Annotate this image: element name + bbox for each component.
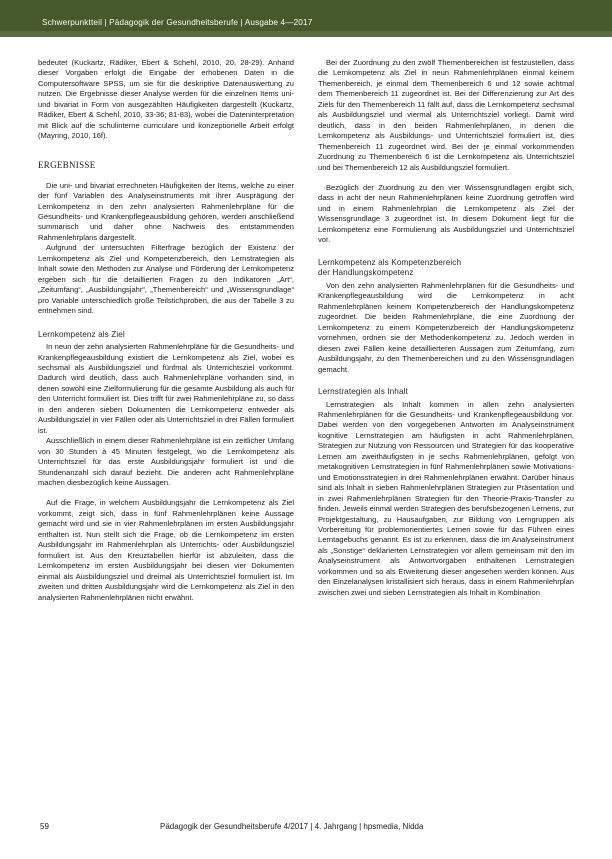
paragraph-continued: bedeutet (Kuckartz, Rädiker, Ebert & Schehl, 2010, 20, 28-29). Anhand dieser Vorgaben erfolgt die Eingabe der erhobenen Daten in die Computersoftware SPSS, um sie für die deskriptive Datenauswertung zu nutzen. Die Ergebnisse dieser Analyse werden für die einzelnen Items uni- und bivariat in Form von ausgezählten Häufigkeiten dargestellt (Kuckartz, Rädiker, Ebert & Schehl, 2010, 33-36; 81-83), wobei die Dateninterpretation mit Blick auf die schulinterne curriculare und konzeptionelle Arbeit erfolgt (Mayring, 2010, 16f).	[38, 58, 294, 141]
paragraph: Von den zehn analysierten Rahmenlehrplänen für die Gesundheits- und Krankenpflegeausbildung wird die Lernkompetenz in acht Rahmenlehrplänen keinem Kompetenzbereich der Handlungskompetenz zugeordnet. Die beiden Rahmenlehrpläne, die eine Zuordnung der Lernkompetenz zu einem Kompetenzbereich der Handlungskompetenz vornehmen, ordnen sie der Methodenkompetenz zu. Jedoch werden in diesen zwei Fällen keine detaillierteren Aussagen zum Zeitumfang, zum Ausbildungsjahr, zu den Themenbereichen und zu den Wissensgrundlagen gemacht.	[318, 280, 574, 374]
page-footer	[0, 822, 612, 842]
subheading-line-1: Lernkompetenz als Kompetenzbereich	[318, 257, 462, 267]
paragraph: In neun der zehn analysierten Rahmenlehrpläne für die Gesundheits- und Krankenpflegeausbildung existiert die Lernkompetenz als Ziel, wobei es sechsmal als Ausbildungsziel und fünfmal als Unterrichtsziel vorkommt. Dadurch wird deutlich, dass auch Rahmenlehrpläne vorhanden sind, in denen sowohl eine Zielformulierung für die gesamte Ausbildung als auch für den Unterricht formuliert ist. Dies trifft für zwei Rahmenlehrpläne zu, so dass in den anderen sieben Dokumenten die Lernkompetenz entweder als Ausbildungsziel in vier Fällen oder als Unterrichtsziel in drei Fällen formuliert ist.	[38, 342, 294, 435]
subheading-line-2: der Handlungskompetenz	[318, 268, 414, 278]
paragraph: Bezüglich der Zuordnung zu den vier Wissensgrundlagen ergibt sich, dass in acht der neun Rahmenlehrplänen keine Zuordnung getroffen wird und in einem Rahmenlehrplan die Lernkompetenz als Ziel der Wissensgrundlage 3 zugeordnet ist. In diesem Dokument liegt für die Lernkompetenz eine Formulierung als Ausbildungsziel und Unterrichtsziel vor.	[318, 182, 574, 245]
paragraph: Auf die Frage, in welchem Ausbildungsjahr die Lernkompetenz als Ziel vorkommt, zeigt sich, dass in fünf Rahmenlehrplänen keine Aussage gemacht wird und sie in vier Rahmenlehrplänen im ersten Ausbildungsjahr enthalten ist. Nun stellt sich die Frage, ob die Lernkompetenz im ersten Ausbildungsjahr im Rahmenlehrplan als Unterrichts- oder Ausbildungsziel formuliert ist. Aus den Kreuztabellen hierfür ist abzuleiten, dass die Lernkompetenz im ersten Ausbildungsjahr bei diesen vier Dokumenten einmal als Ausbildungsziel und dreimal als Unterrichtsziel formuliert ist. Im zweiten und dritten Ausbildungsjahr wird die Lernkompetenz als Ziel in den analysierten Rahmenlehrplänen nicht erwähnt.	[38, 498, 294, 602]
running-head-text: Schwerpunktteil | Pädagogik der Gesundheitsberufe | Ausgabe 4—2017	[42, 18, 313, 27]
left-column	[38, 58, 294, 810]
section-heading-ergebnisse: ergebnisse	[38, 155, 96, 171]
footer-citation: Pädagogik der Gesundheitsberufe 4/2017 | 4. Jahrgang | hpsmedia, Nidda	[160, 822, 424, 831]
right-column	[318, 58, 574, 810]
paragraph: Bei der Zuordnung zu den zwölf Themenbereichen ist festzustellen, dass die Lernkompetenz als Ziel in neun Rahmenlehrplänen einmal keinem Themenbereich, je einmal dem Themenbereich 6 und 12 sowie achtmal dem Themenbereich 11 zugeordnet ist. Bei der Differenzierung zur Art des Ziels für den Themenbereich 11 fällt auf, dass die Lernkompetenz sechsmal als Ausbildungsziel und viermal als Unterrichtsziel vorliegt. Damit wird deutlich, dass in den beiden Rahmenlehrplänen, in denen die Lernkompetenz als Ausbildungs- und Unterrichtsziel formuliert ist, dies Themenbereich 11 zugeordnet wird. Bei der je einmal vorkommenden Zuordnung zu Themenbereich 6 ist die Lernkompetenz als Unterrichtsziel und bei Themenbereich 12 als Ausbildungsziel formuliert.	[318, 58, 574, 172]
subheading-lernstrategien-als-inhalt: Lernstrategien als Inhalt	[318, 386, 408, 396]
paragraph: Lernstrategien als Inhalt kommen in allen zehn analysierten Rahmenlehrplänen für die Gesundheits- und Krankenpflegeausbildung vor. Dabei werden von den vorgegebenen Antworten im Analyseinstrument kognitive Lernstrategien am häufigsten in acht Rahmenlehrplänen, Strategien zur Nutzung von Ressourcen und Strategien für das kooperative Lernen am zweithäufigsten in je sechs Rahmenlehrplänen, gefolgt von metakognitiven Lernstrategien in fünf Rahmenlehrplänen sowie Motivations- und Emotionsstrategien in drei Rahmenlehrplänen erwähnt. Darüber hinaus sind als Inhalt in sieben Rahmenlehrplänen Strategien zur Präsentation und in zwei Rahmenlehrplänen Strategien für den Theorie-Praxis-Transfer zu finden. Jeweils einmal werden Strategien des berufsbezogenen Lernens, zur Projektgestaltung, zu Hausaufgaben, zur Bildung von Lerngruppen als Vorbereitung für problemorientiertes Lernen sowie für das Führen eines Lerntagebuchs genannt. Es ist zu erkennen, dass die im Analyseinstrument als „Sonstige“ deklarierten Lernstrategien vor allem gemeinsam mit den im Analyseinstrument als Antwortvorgaben enthaltenen Lernstrategien vorkommen und so als Erweiterung dieser angesehen werden können. Aus den Einzelanalysen kristallisiert sich heraus, dass in einem Rahmenlehrplan zwischen zwei und sieben Lernstrategien als Inhalt in Kombination	[318, 399, 574, 597]
paragraph: Ausschließlich in einem dieser Rahmenlehrpläne ist ein zeitlicher Umfang von 30 Stunden à 45 Minuten festgelegt, wo die Lernkompetenz als Unterrichtsziel für das erste Ausbildungsjahr formuliert ist und die Stundenanzahl sich darauf bezieht. Die anderen acht Rahmenlehrpläne machen diesbezüglich keine Aussagen.	[38, 436, 294, 487]
subheading-lernkompetenz-als-ziel: Lernkompetenz als Ziel	[38, 329, 125, 339]
subheading-lernkompetenz-als-kompetenzbereich	[318, 258, 574, 279]
running-head-bar-shade	[0, 31, 612, 37]
paragraph: Aufgrund der untersuchten Filterfrage bezüglich der Existenz der Lernkompetenz als Ziel und Kompetenzbereich, den Lernstrategien als Inhalt sowie den Methoden zur Analyse und Förderung der Lernkompetenz ergeben sich für die detaillierten Fragen zu den Indikatoren „Art“, „Zeitumfang“, „Ausbildungsjahr“, „Themenbereich“ und „Wissensgrundlage“ pro Variable unterschiedlich große Teilstichproben, die aus der Tabelle 3 zu entnehmen sind.	[38, 243, 294, 316]
paragraph: Die uni- und bivariat errechneten Häufigkeiten der Items, welche zu einer der fünf Variablen des Analyseinstruments mit ihrer Ausprägung der Lernkompetenz in den zehn analysierten Rahmenlehrpläne für die Gesundheits- und Krankenpflegeausbildung gehören, werden anschließend summarisch und daher ohne Nachweis des entstammenden Rahmenlehrplans dargestellt.	[38, 180, 294, 242]
page-number: 59	[40, 822, 49, 831]
page-body	[0, 58, 612, 810]
